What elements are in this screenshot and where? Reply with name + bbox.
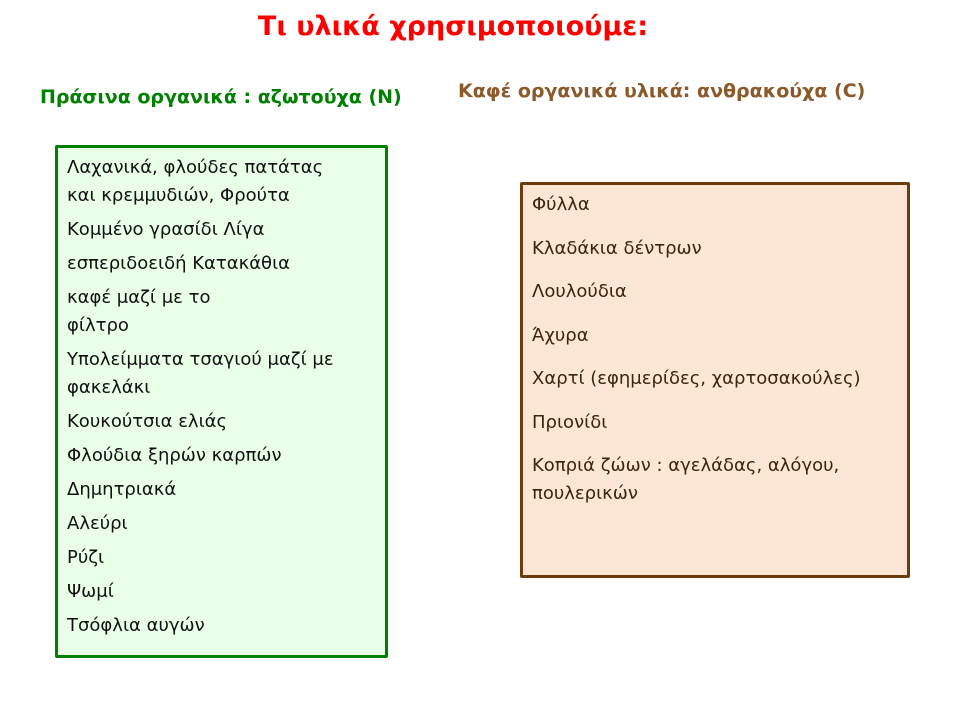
- brown-materials-heading: Καφέ οργανικά υλικά: ανθρακούχα (C): [458, 80, 866, 102]
- brown-item: Πριονίδι: [532, 411, 608, 433]
- brown-item: Κοπριά ζώων : αγελάδας, αλόγου, πουλερικών: [532, 455, 840, 504]
- green-materials-box: [55, 145, 388, 658]
- green-item: Τσόφλια αυγών: [67, 615, 205, 636]
- green-item: καφέ μαζί με το φίλτρο: [67, 287, 211, 336]
- green-item: Φλούδια ξηρών καρπών: [67, 445, 282, 466]
- green-item: Ρύζι: [67, 547, 105, 568]
- green-item: Κομμένο γρασίδι Λίγα: [67, 219, 265, 240]
- green-item: Αλεύρι: [67, 513, 128, 534]
- green-item: εσπεριδοειδή Κατακάθια: [67, 253, 291, 274]
- brown-item: Άχυρα: [532, 324, 589, 346]
- green-item: Κουκούτσια ελιάς: [67, 411, 228, 432]
- page-title: Τι υλικά χρησιμοποιούμε:: [257, 11, 649, 42]
- brown-item: Φύλλα: [532, 194, 590, 215]
- green-item: Υπολείμματα τσαγιού μαζί με φακελάκι: [67, 349, 334, 398]
- green-item: Λαχανικά, φλούδες πατάτας και κρεμμυδιών, Φρούτα: [67, 157, 324, 206]
- brown-item: Κλαδάκια δέντρων: [532, 237, 702, 259]
- brown-materials-box: [520, 182, 910, 578]
- green-materials-heading: Πράσινα οργανικά : αζωτούχα (N): [40, 86, 402, 108]
- green-item: Ψωμί: [67, 581, 114, 602]
- green-item: Δημητριακά: [67, 479, 177, 500]
- brown-item: Λουλούδια: [532, 281, 627, 302]
- brown-item: Χαρτί (εφημερίδες, χαρτοσακούλες): [532, 368, 861, 389]
